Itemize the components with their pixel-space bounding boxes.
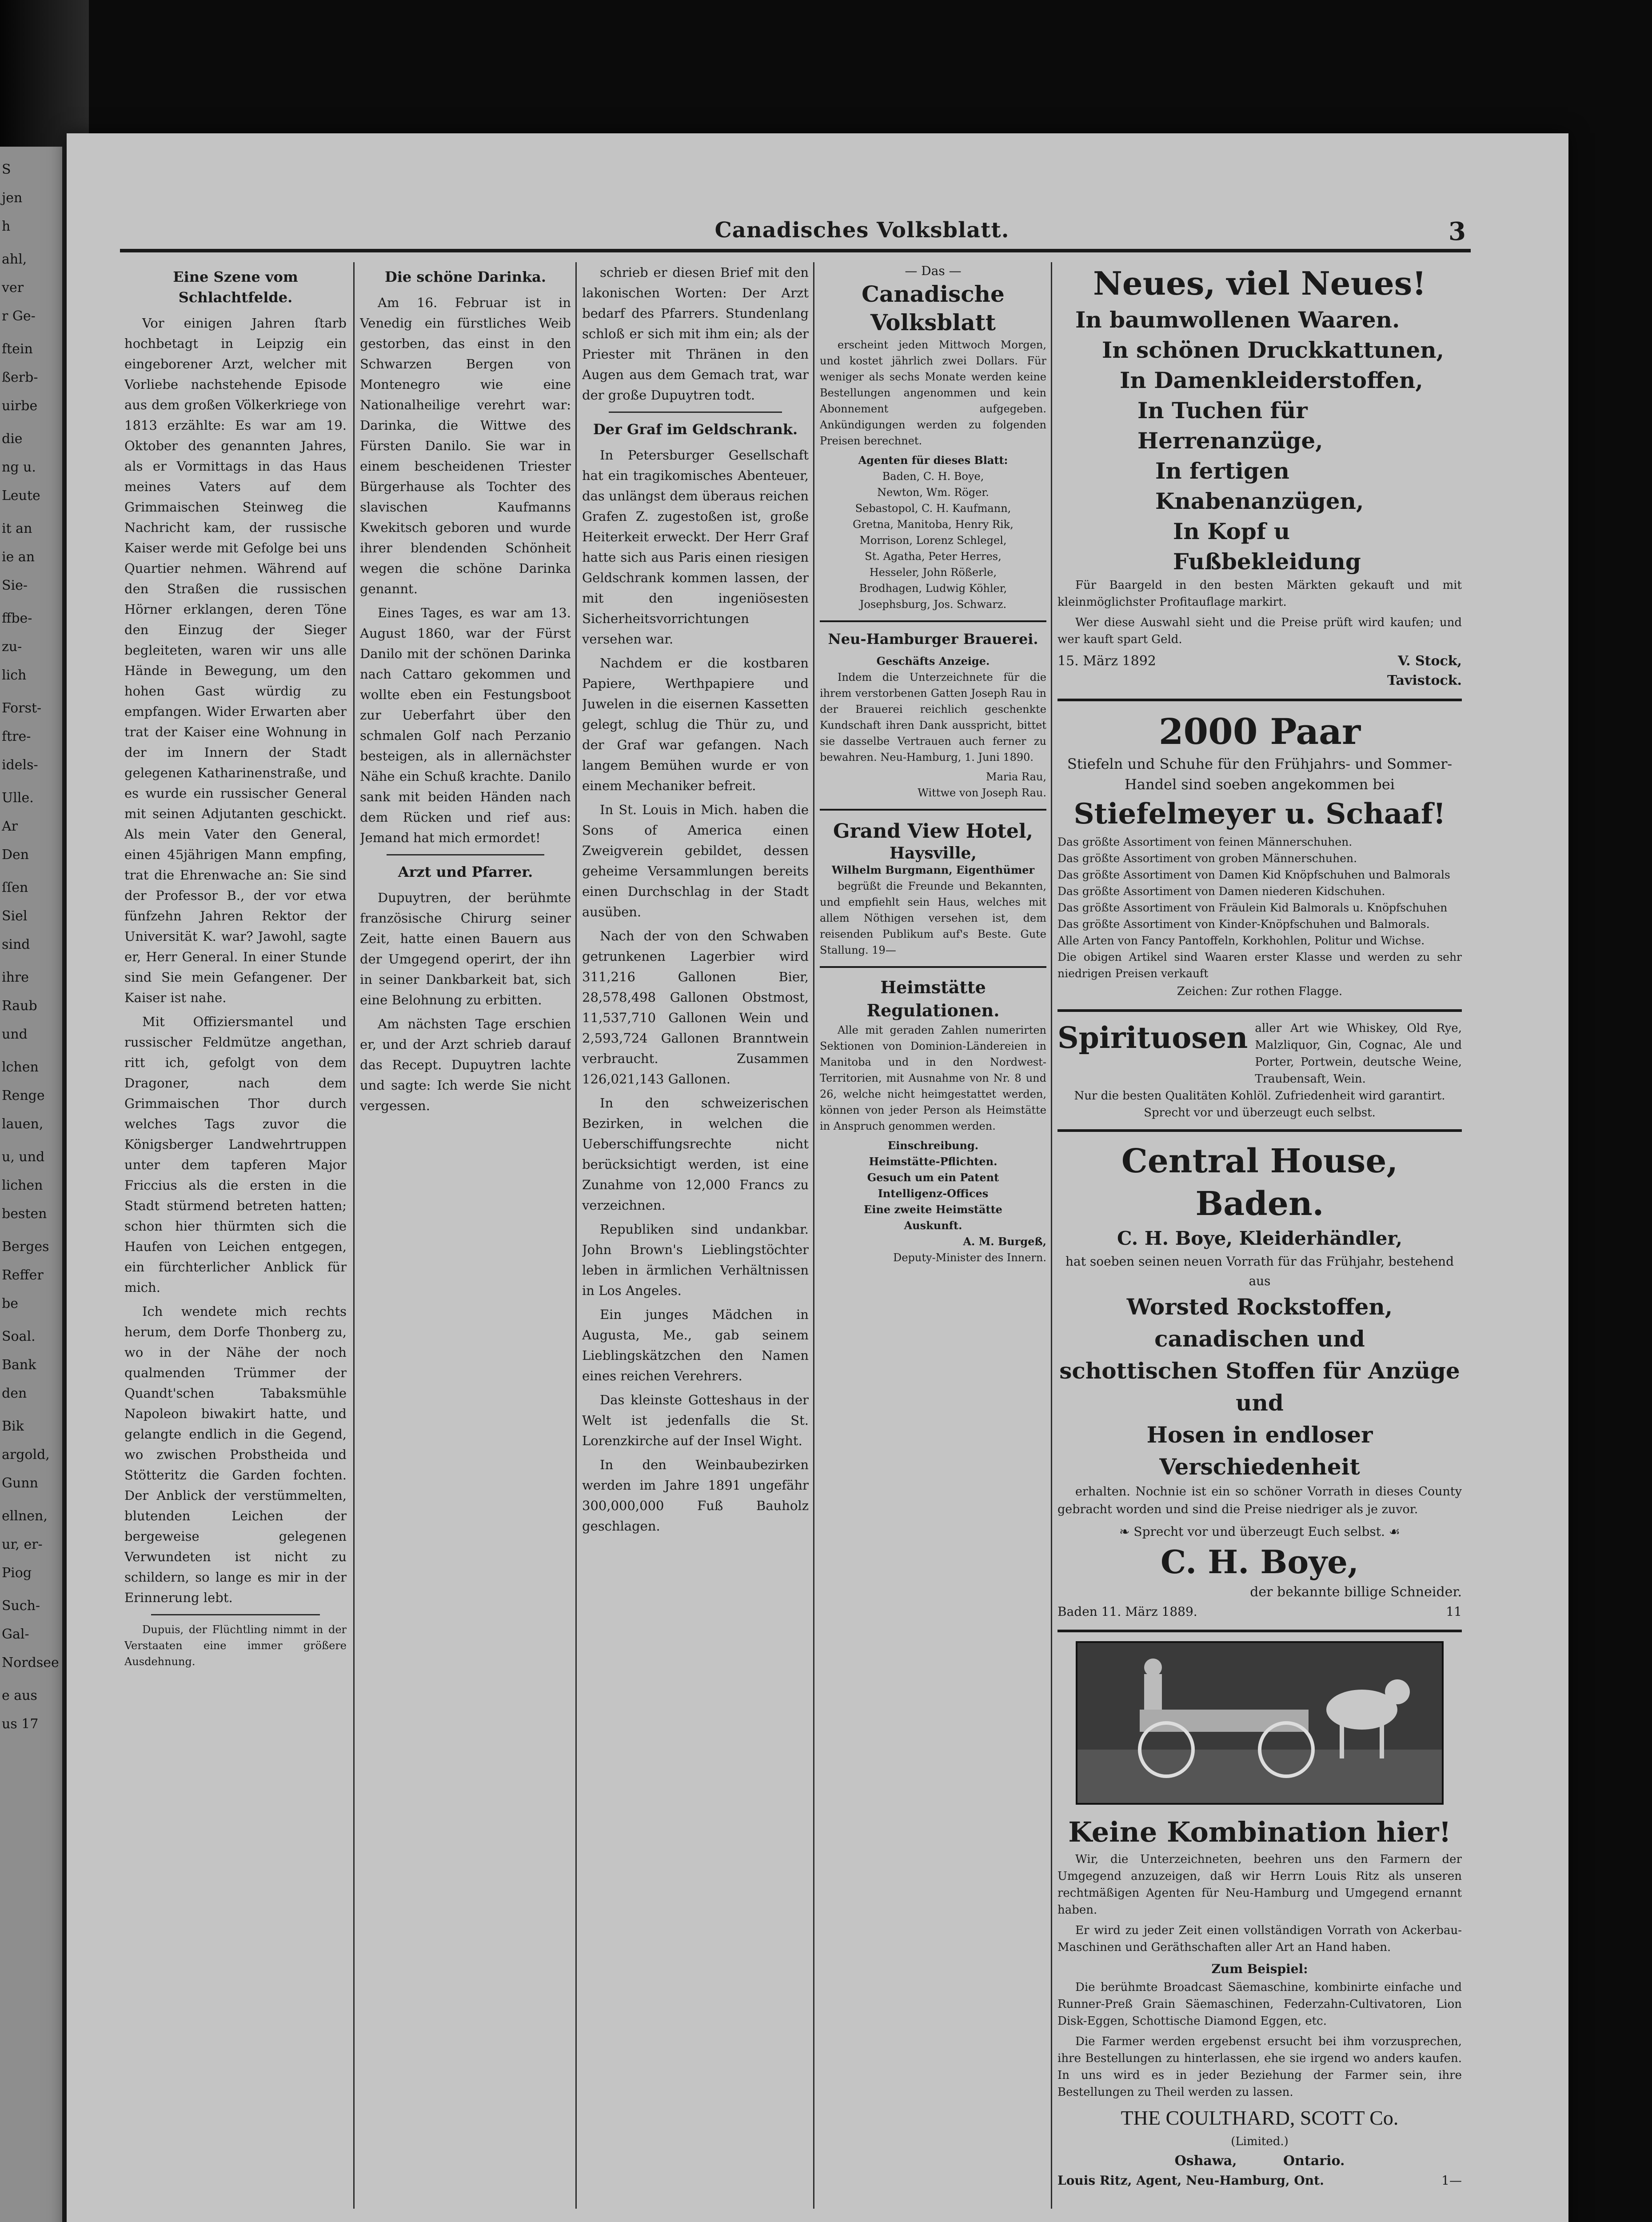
agent-item: Sebastopol, C. H. Kaufmann, <box>855 502 1011 515</box>
newspaper-header: Canadisches Volksblatt. <box>714 218 1010 243</box>
column-divider <box>1051 262 1052 2209</box>
ad-number: 11 <box>1446 1604 1462 1619</box>
ad-owner: Wilhelm Burgmann, Eigenthümer <box>831 863 1035 876</box>
article-title: Die schöne Darinka. <box>384 268 547 285</box>
ad-place: Oshawa, Ontario. <box>1174 2153 1345 2169</box>
ad-line: schottischen Stoffen für Anzüge und <box>1059 1358 1460 1416</box>
ad-text: Sprecht vor und überzeugt Euch selbst. <box>1133 1524 1385 1539</box>
previous-page-fragment: ahl, <box>2 252 27 267</box>
previous-page-fragment: lauen, <box>2 1116 44 1132</box>
previous-page-fragment: zu- <box>2 639 22 655</box>
agent-item: Gretna, Manitoba, Henry Rik, <box>853 518 1014 531</box>
previous-page-fragment: ver <box>2 280 24 296</box>
article-paragraph: schrieb er diesen Brief mit den lakonischen Worten: Der Arzt bedarf des Pfarrers. Stundenlang schloß er sich mit ihm ein; als der Priester mit Thränen in den Augen aus dem Gemach trat, war der große Dupuytren todt. <box>582 265 809 403</box>
ad-ornament-line <box>1057 1522 1462 1542</box>
previous-page-fragment: ur, er- <box>2 1537 43 1552</box>
ad-title: Neu-Hamburger Brauerei. <box>828 631 1038 647</box>
previous-page-fragment: idels- <box>2 757 38 773</box>
previous-page-fragment: ng u. <box>2 460 36 475</box>
previous-page-fragment: und <box>2 1027 28 1042</box>
ad-text: begrüßt die Freunde und Bekannten, und empfiehlt sein Haus, welches mit allem Nöthigen versehen ist, dem reisenden Publikum auf's Beste. Gute Stallung. 19— <box>820 880 1046 956</box>
ad-line: In Damenkleiderstoffen, <box>1120 367 1423 393</box>
ad-place: Haysville, <box>890 844 977 863</box>
article-paragraph: In den Weinbaubezirken werden im Jahre 1891 ungefähr 300,000,000 Fuß Bauholz geschlagen. <box>582 1457 809 1534</box>
ad-date: 15. März 1892 <box>1057 653 1156 669</box>
ad-line: In Tuchen für Herrenanzüge, <box>1137 397 1323 454</box>
section-heading: Gesuch um ein Patent <box>867 1171 999 1184</box>
previous-page-fragment: ßerb- <box>2 370 38 385</box>
previous-page-fragment: ftre- <box>2 729 31 744</box>
ad-tagline: der bekannte billige Schneider. <box>1250 1584 1462 1600</box>
ad-date: Baden 11. März 1889. <box>1057 1604 1197 1619</box>
ornament-icon: ☙ <box>1385 1524 1400 1539</box>
ad-sign: Zeichen: Zur rothen Flagge. <box>1177 985 1343 998</box>
ad-place: Tavistock. <box>1387 673 1462 688</box>
masthead-title: Canadische Volksblatt <box>862 281 1005 336</box>
article-paragraph: Eines Tages, es war am 13. August 1860, war der Fürst Danilo mit der schönen Darinka nach Cattaro gekommen und wollte eben ein Festungsboot zur Ueberfahrt über den schmalen Golf nach Perzanio besteigen, als in allernächster Nähe ein Schuß krachte. Danilo sank mit beiden Händen nach dem Rücken und rief aus: Jemand hat mich ermordet! <box>360 605 571 845</box>
section-heading: Einschreibung. <box>887 1139 979 1152</box>
column-4 <box>820 262 1046 2209</box>
previous-page-fragment: Forst- <box>2 700 42 716</box>
agent-item: Morrison, Lorenz Schlegel, <box>859 534 1007 547</box>
article-paragraph: Republiken sind undankbar. John Brown's Lieblingstöchter leben in ärmlichen Verhältnissen in Los Angeles. <box>582 1222 809 1298</box>
article-subtitle: Arzt und Pfarrer. <box>398 863 533 880</box>
ad-item: Alle Arten von Fancy Pantoffeln, Korkhohlen, Politur und Wichse. <box>1057 934 1425 947</box>
divider <box>1057 1009 1462 1012</box>
ad-item: Das größte Assortiment von Damen Kid Knöpfschuhen und Balmorals <box>1057 868 1450 881</box>
column-2 <box>360 262 571 2209</box>
previous-page-fragment: lichen <box>2 1178 43 1193</box>
previous-page-fragment: h <box>2 219 11 234</box>
previous-page-edge <box>0 147 62 2222</box>
previous-page-fragment: lchen <box>2 1059 39 1075</box>
ad-signature: A. M. Burgeß, <box>963 1235 1046 1248</box>
article-paragraph: Am nächsten Tage erschien er, und der Arzt schrieb darauf das Recept. Dupuytren lachte und sagte: Ich werde Sie nicht vergessen. <box>360 1016 571 1113</box>
previous-page-fragment: ellnen, <box>2 1508 48 1524</box>
ad-subtitle: Geschäfts Anzeige. <box>876 655 990 667</box>
previous-page-fragment: uirbe <box>2 398 38 414</box>
ad-limited: (Limited.) <box>1231 2135 1289 2148</box>
footnote: Dupuis, der Flüchtling nimmt in der Verstaaten eine immer größere Ausdehnung. <box>124 1623 347 1668</box>
ad-title: Grand View Hotel, <box>833 820 1033 843</box>
article-title: Der Graf im Geldschrank. <box>593 421 798 438</box>
previous-page-fragment: Gunn <box>2 1475 38 1491</box>
ad-spirituosen <box>1057 1020 1462 1087</box>
ad-text: Indem die Unterzeichnete für die ihrem verstorbenen Gatten Joseph Rau in der Brauerei reichlich geschenkte Kundschaft ihren Dank ausspricht, bittet sie dasselbe Vertrauen auch ferner zu bewahren. Neu-Hamburg, 1. Juni 1890. <box>820 671 1046 763</box>
previous-page-fragment: ftein <box>2 341 33 357</box>
article-paragraph: Nachdem er die kostbaren Papiere, Werthpapiere und Juwelen in die eisernen Kassetten gelegt, schlug die Thür zu, und der Graf war gefangen. Nach langem Bemühen wurde er von einem Mechaniker befreit. <box>582 655 809 793</box>
previous-page-fragment: Siel <box>2 908 28 924</box>
ad-headline: Keine Kombination hier! <box>1068 1816 1451 1848</box>
ad-line: Hosen in endloser Verschiedenheit <box>1146 1422 1373 1480</box>
article-paragraph: Das kleinste Gotteshaus in der Welt ist jedenfalls die St. Lorenzkirche auf der Insel Wight. <box>582 1392 809 1448</box>
previous-page-fragment: Piog <box>2 1565 32 1581</box>
article-paragraph: In Petersburger Gesellschaft hat ein tragikomisches Abenteuer, das unlängst dem überaus reichen Grafen Z. zugestoßen ist, große Heiterkeit erweckt. Der Herr Graf hatte sich aus Paris einen riesigen Geldschrank kommen lassen, der mit den ingeniösesten Sicherheitsvorrichtungen versehen war. <box>582 448 809 647</box>
agent-item: Hesseler, John Rößerle, <box>869 566 997 579</box>
previous-page-fragment: Berges <box>2 1239 49 1255</box>
ad-text: Nur die besten Qualitäten Kohlöl. Zufriedenheit wird garantirt. Sprecht vor und überzeugt euch selbst. <box>1074 1089 1445 1119</box>
ad-text: Alle mit geraden Zahlen numerirten Sektionen von Dominion-Ländereien in Manitoba und in den Nordwest-Territorien, mit Ausnahme von Nr. 8 und 26, welche nicht heimgestattet werden, können von jeder Person als Heimstätte in Anspruch genommen werden. <box>820 1024 1046 1132</box>
ad-line: In Kopf u Fußbekleidung <box>1173 518 1361 575</box>
ad-footer <box>1057 2171 1462 2190</box>
article-paragraph: In den schweizerischen Bezirken, in welchen die Ueberschiffungsrechte nicht berücksichtigt werden, ist eine Zunahme von 12,000 Francs zu verzeichnen. <box>582 1095 809 1213</box>
ad-firm: THE COULTHARD, SCOTT Co. <box>1121 2106 1399 2129</box>
agent-list <box>820 468 1046 612</box>
article-paragraph: Am 16. Februar ist in Venedig ein fürstliches Weib gestorben, das einst in den Schwarzen Bergen von Montenegro wie eine Nationalheilige verehrt war: Darinka, die Wittwe des Fürsten Danilo. Sie war in einem bescheidenen Triester Bürgerhause als Tochter des slavischen Kaufmanns Kwekitsch geboren und wurde ihrer blendenden Schönheit wegen die schöne Darinka genannt. <box>360 295 571 596</box>
horse-drawn-drill-illustration <box>1077 1643 1442 1803</box>
previous-page-fragment: S <box>2 162 11 177</box>
ad-line: In schönen Druckkattunen, <box>1102 337 1445 363</box>
article-paragraph: Mit Offiziersmantel und russischer Feldmütze angethan, ritt ich, gefolgt von dem Dragoner, nach dem Grimmaischen Thor durch welches Tags zuvor die Königsberger Landwehrtruppen unter dem tapferen Major Friccius als die ersten in die Stadt stürmend betreten hatten; schon hier thürmten sich die Haufen von Leichen entgegen, ein fürchterlicher Anblick für mich. <box>124 1014 347 1295</box>
ad-subtitle: Zum Beispiel: <box>1211 1962 1308 1976</box>
agent-item: Newton, Wm. Röger. <box>877 486 989 499</box>
previous-page-fragment: Bik <box>2 1419 24 1434</box>
ad-footer <box>1057 651 1462 671</box>
previous-page-fragment: Such- <box>2 1598 40 1614</box>
previous-page-fragment: ie an <box>2 549 35 565</box>
ad-headline: Neues, viel Neues! <box>1093 264 1426 302</box>
agent-item: Josephsburg, Jos. Schwarz. <box>859 598 1007 611</box>
previous-page-fragment: it an <box>2 521 32 536</box>
previous-page-fragment: ihre <box>2 970 29 985</box>
article-paragraph: Ein junges Mädchen in Augusta, Me., gab seinem Lieblingskätzchen den Namen eines reichen Verehrers. <box>582 1307 809 1383</box>
ornament-icon: ❧ <box>1119 1524 1134 1539</box>
ad-text: Wer diese Auswahl sieht und die Preise prüft wird kaufen; und wer kauft spart Geld. <box>1057 616 1462 646</box>
divider <box>820 620 1046 622</box>
ad-text: Die Farmer werden ergebenst ersucht bei ihm vorzusprechen, ihre Bestellungen zu hinterlassen, ehe sie irgend wo anders kaufen. In uns wird es in jeder Beziehung der Farmer sein, ihre Bestellungen zu Theil werden zu lassen. <box>1057 2035 1462 2099</box>
previous-page-fragment: Bank <box>2 1357 36 1373</box>
previous-page-fragment: e aus <box>2 1688 37 1703</box>
agent-item: St. Agatha, Peter Herres, <box>865 550 1002 563</box>
ad-subtitle: C. H. Boye, Kleiderhändler, <box>1117 1227 1403 1249</box>
seed-drill-engraving <box>1076 1641 1444 1805</box>
ad-item: Das größte Assortiment von feinen Männerschuhen. <box>1057 835 1353 848</box>
divider <box>1057 699 1462 701</box>
ad-signature: Deputy-Minister des Innern. <box>893 1251 1046 1264</box>
previous-page-fragment: Renge <box>2 1088 45 1103</box>
section-heading: Auskunft. <box>904 1219 962 1232</box>
ad-item: Das größte Assortiment von Fräulein Kid Balmorals u. Knöpfschuhen <box>1057 901 1448 914</box>
column-1 <box>124 262 347 2209</box>
divider <box>151 1614 320 1615</box>
divider <box>1057 1630 1462 1632</box>
column-divider <box>575 262 577 2209</box>
ad-text: Die berühmte Broadcast Säemaschine, kombinirte einfache und Runner-Preß Grain Säemaschinen, Federzahn-Cultivatoren, Lion Disk-Eggen, Schottische Diamond Eggen, etc. <box>1057 1981 1462 2028</box>
section-heading: Intelligenz-Offices <box>878 1187 989 1200</box>
ad-footer <box>1057 1602 1462 1622</box>
previous-page-fragment: Nordsee <box>2 1655 59 1670</box>
ad-item-list <box>1057 834 1462 982</box>
previous-page-fragment: Reffer <box>2 1267 44 1283</box>
ad-text: hat soeben seinen neuen Vorrath für das Frühjahr, bestehend aus <box>1065 1254 1454 1288</box>
article-paragraph: Vor einigen Jahren ſtarb hochbetagt in Leipzig ein eingeborener Arzt, welcher mit Vorliebe nachstehende Episode aus dem großen Völkerkriege von 1813 erzählte: Es war am 19. Oktober des genannten Jahres, als er Vormittags in das Haus meines Vaters auf dem Grimmaischen Steinweg die Nachricht kam, der russische Kaiser werde mit Gefolge bei uns Quartier nehmen. Während auf den Straßen die russischen Hörner erklangen, deren Töne den Einzug der Sieger begleiteten, waren wir uns alle Hände in Bewegung, um den hohen Gast würdig zu empfangen. Wider Erwarten aber trat der Kaiser eine Wohnung in der im Innern der Stadt gelegenen Katharinenstraße, und es wurde ein russischer General mit seinen Adjutanten geschickt. Als mein Vater den General, einen 45jährigen Mann empfing, trat die Ehrenwache an: Sie sind der Professor B., der vor etwa fünfzehn Jahren Rektor der Universität K. war? Jawohl, sagte er, Herr General. In einer Stunde sind Sie mein Gefangener. Der Kaiser ist nahe. <box>124 316 347 1005</box>
previous-page-fragment: Soal. <box>2 1329 36 1344</box>
previous-page-fragment: us 17 <box>2 1716 39 1732</box>
previous-page-fragment: Raub <box>2 998 37 1014</box>
ad-item: Das größte Assortiment von Damen niederen Kidschuhen. <box>1057 885 1385 898</box>
masthead-small: — Das — <box>905 264 962 278</box>
section-heading: Eine zweite Heimstätte <box>864 1203 1002 1216</box>
previous-page-fragment: Ulle. <box>2 790 34 806</box>
previous-page-fragment: den <box>2 1386 27 1401</box>
ad-text: Für Baargeld in den besten Märkten gekauft und mit kleinmöglichster Profitauflage markirt. <box>1057 579 1462 609</box>
previous-page-fragment: Ar <box>2 819 18 834</box>
ad-line: In fertigen Knabenanzügen, <box>1155 458 1364 514</box>
agent-item: Baden, C. H. Boye, <box>882 470 984 483</box>
article-paragraph: Dupuytren, der berühmte französische Chirurg seiner Zeit, hatte einen Bauern aus der Umgegend operirt, der ihn in seiner Dankbarkeit bat, sich eine Belohnung zu erbitten. <box>360 890 571 1007</box>
previous-page-fragment: ffbe- <box>2 611 32 626</box>
ad-text: Stiefeln und Schuhe für den Frühjahrs- und Sommer-Handel sind soeben angekommen bei <box>1067 755 1452 793</box>
ad-text: aller Art wie Whiskey, Old Rye, Malzliquor, Gin, Cognac, Ale und Porter, Portwein, deutsche Weine, Traubensaft, Wein. <box>1255 1022 1462 1086</box>
ad-name: C. H. Boye, <box>1161 1543 1359 1581</box>
previous-page-fragment: be <box>2 1296 18 1311</box>
previous-page-fragment: r Ge- <box>2 308 36 324</box>
article-paragraph: In St. Louis in Mich. haben die Sons of America einen Zweigverein gebildet, dessen geheime Versammlungen bereits einen Durchschlag in der Stadt ausüben. <box>582 802 809 919</box>
ad-item: Das größte Assortiment von groben Männerschuhen. <box>1057 852 1357 865</box>
agents-title: Agenten für dieses Blatt: <box>858 454 1008 467</box>
previous-page-fragment: argold, <box>2 1447 50 1463</box>
agent-item: Brodhagen, Ludwig Köhler, <box>859 582 1007 595</box>
column-3 <box>582 262 809 2209</box>
divider <box>609 412 782 413</box>
column-divider <box>813 262 814 2209</box>
page-number: 3 <box>1448 217 1466 246</box>
previous-page-fragment: Leute <box>2 488 40 504</box>
article-paragraph: Ich wendete mich rechts herum, dem Dorfe Thonberg zu, wo in der Nähe der noch qualmenden Trümmer der Quandt'schen Tabaksmühle Napoleon biwakirt hatte, und gelangte endlich in die Gegend, wo zwischen Probstheida und Stötteritz die Garden fochten. Der Anblick der verstümmelten, blutenden Leichen der bergeweise gelegenen Verwundeten ist nicht zu schildern, so lange es mir in der Erinnerung lebt. <box>124 1304 347 1605</box>
article-paragraph: Nach der von den Schwaben getrunkenen Lagerbier wird 311,216 Gallonen Bier, 28,578,498 Gallonen Obstmost, 11,537,710 Gallonen Wein und 2,593,724 Gallonen Branntwein verbraucht. Zusammen 126,021,143 Gallonen. <box>582 928 809 1087</box>
ad-firm: Stiefelmeyer u. Schaaf! <box>1073 797 1446 831</box>
ad-text: Er wird zu jeder Zeit einen vollständigen Vorrath von Ackerbau-Maschinen und Geräthschaften aller Art an Hand haben. <box>1057 1924 1462 1954</box>
ad-signature: Wittwe von Joseph Rau. <box>918 787 1046 799</box>
previous-page-fragment: ſſen <box>2 880 28 895</box>
ad-signature: V. Stock, <box>1398 653 1462 669</box>
ad-line: In baumwollenen Waaren. <box>1075 307 1400 333</box>
ad-title: Heimstätte Regulationen. <box>866 977 1000 1020</box>
divider <box>820 966 1046 968</box>
ad-text: erhalten. Nochnie ist ein so schöner Vorrath in dieses County gebracht worden und sind die Preise niedriger als je zuvor. <box>1057 1485 1462 1516</box>
previous-page-fragment: jen <box>2 190 23 206</box>
divider <box>1057 1129 1462 1132</box>
previous-page-fragment: die <box>2 431 23 447</box>
column-divider <box>353 262 355 2209</box>
ad-headline: Spirituosen <box>1057 1020 1248 1055</box>
header-rule <box>120 249 1471 252</box>
previous-page-fragment: sind <box>2 937 30 952</box>
divider <box>820 809 1046 811</box>
previous-page-fragment: Den <box>2 847 29 863</box>
previous-page-fragment: besten <box>2 1206 47 1222</box>
article-title: Eine Szene vom Schlachtfelde. <box>173 268 298 306</box>
ad-number: 1— <box>1441 2173 1462 2188</box>
ad-text: Wir, die Unterzeichneten, beehren uns den Farmern der Umgegend anzuzeigen, daß wir Herrn Louis Ritz als unseren rechtmäßigen Agenten für Neu-Hamburg und Umgegend ernannt haben. <box>1057 1853 1462 1917</box>
previous-page-fragment: Gal- <box>2 1627 29 1642</box>
ad-item: Die obigen Artikel sind Waaren erster Klasse und werden zu sehr niedrigen Preisen verkauft <box>1057 951 1462 980</box>
column-5-ads <box>1057 262 1462 2209</box>
ad-headline: 2000 Paar <box>1158 711 1361 752</box>
ad-headline: Central House, Baden. <box>1121 1142 1398 1223</box>
ad-line: Worsted Rockstoffen, canadischen und <box>1126 1294 1393 1352</box>
ad-signature: Maria Rau, <box>986 771 1046 783</box>
previous-page-fragment: lich <box>2 667 27 683</box>
previous-page-fragment: Sie- <box>2 578 28 593</box>
ad-item: Das größte Assortiment von Kinder-Knöpfschuhen und Balmorals. <box>1057 918 1430 931</box>
masthead-text: erscheint jeden Mittwoch Morgen, und kostet jährlich zwei Dollars. Für weniger als sechs Monate werden keine Bestellungen angenommen und kein Abonnement aufgegeben. Ankündigungen werden zu folgenden Preisen berechnet. <box>820 339 1046 447</box>
section-heading: Heimstätte-Pflichten. <box>869 1155 998 1168</box>
divider <box>387 854 544 855</box>
previous-page-fragment: u, und <box>2 1149 45 1165</box>
ad-agent: Louis Ritz, Agent, Neu-Hamburg, Ont. <box>1057 2173 1324 2188</box>
